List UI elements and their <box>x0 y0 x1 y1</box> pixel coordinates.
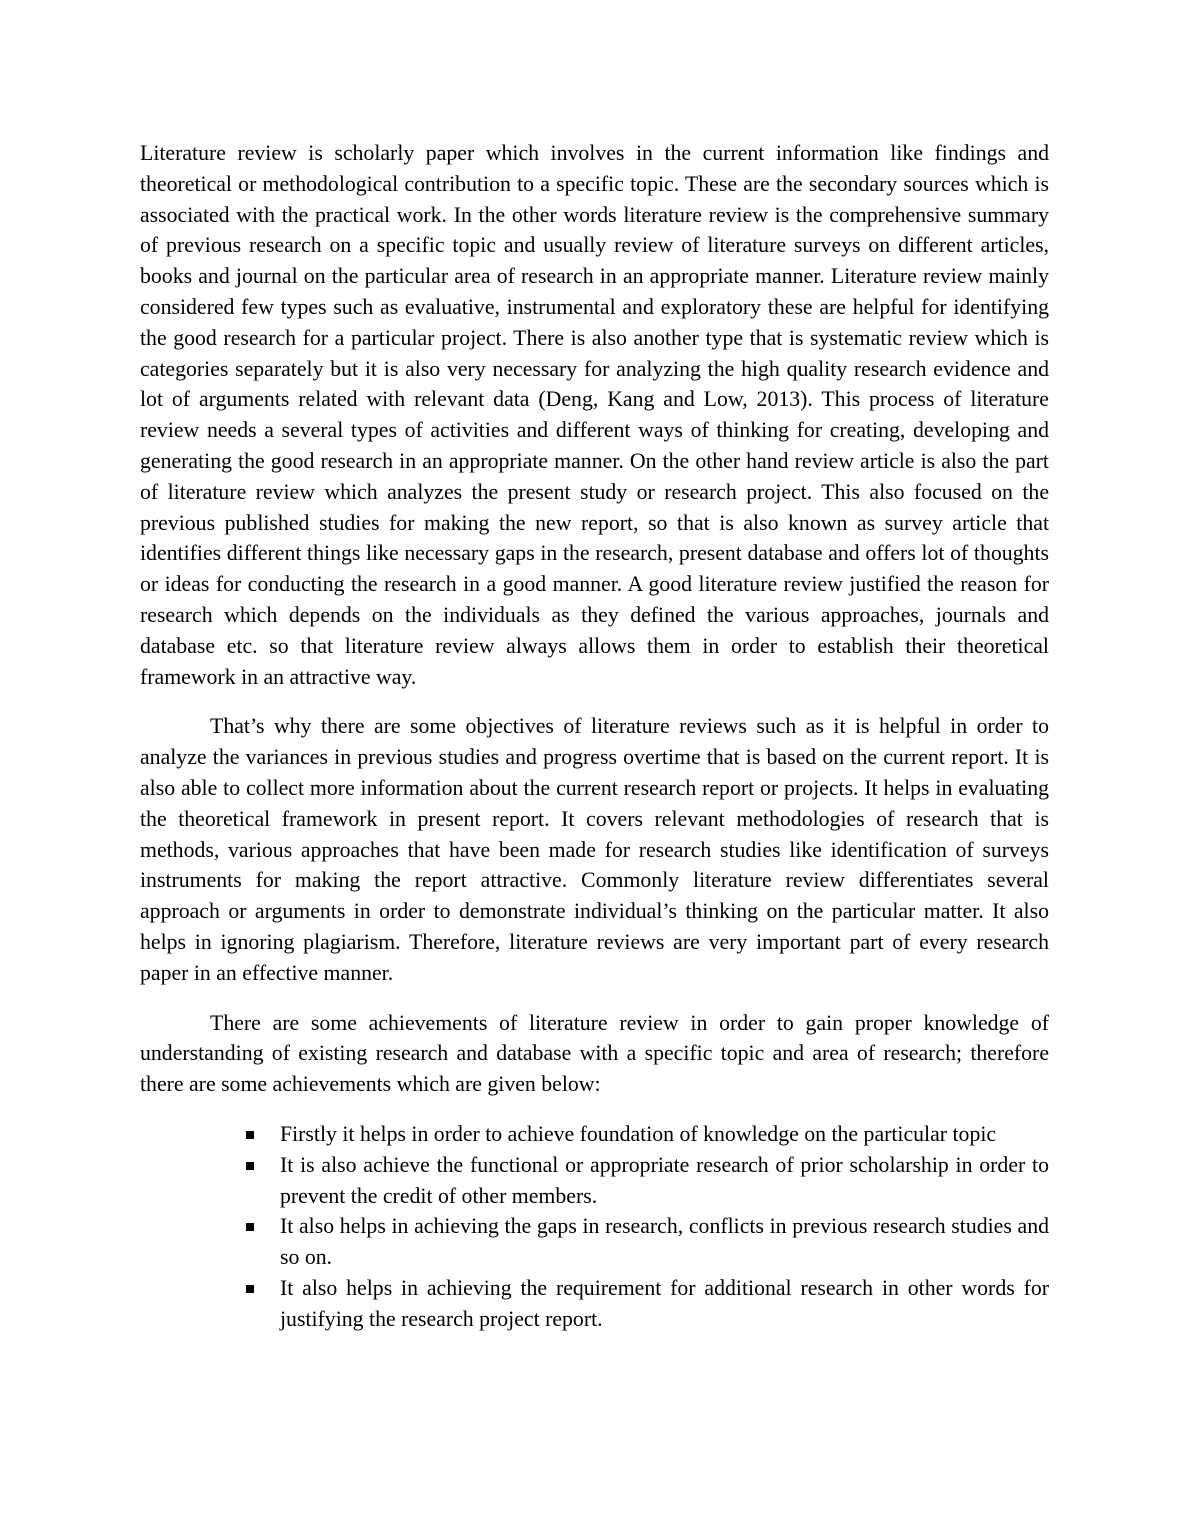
list-item-text: Firstly it helps in order to achieve foundation of knowledge on the particular topic <box>280 1121 997 1146</box>
square-bullet-icon <box>246 1285 254 1293</box>
paragraph-objectives: That’s why there are some objectives of literature reviews such as it is helpful in order to analyze the variances in previous studies and progress overtime that is based on the current report. It is also able to collect more information about the current research report or projects. It helps in evaluating the theoretical framework in present report. It covers relevant methodologies of research that is methods, various approaches that have been made for research studies like identification of surveys instruments for making the report attractive. Commonly literature review differentiates several approach or arguments in order to demonstrate individual’s thinking on the particular matter. It also helps in ignoring plagiarism. Therefore, literature reviews are very important part of every research paper in an effective manner. <box>140 714 1049 985</box>
document-page <box>140 138 1049 1334</box>
square-bullet-icon <box>246 1162 254 1170</box>
square-bullet-icon <box>246 1223 254 1231</box>
list-item <box>280 1273 1049 1335</box>
list-item-text: It also helps in achieving the requirement for additional research in other words for justifying the research project report. <box>280 1275 1049 1331</box>
list-item <box>280 1211 1049 1273</box>
list-item <box>280 1150 1049 1212</box>
square-bullet-icon <box>246 1131 254 1139</box>
achievements-list <box>140 1119 1049 1335</box>
list-item-text: It is also achieve the functional or appropriate research of prior scholarship in order to prevent the credit of other members. <box>280 1152 1049 1208</box>
paragraph-literature-review-definition: Literature review is scholarly paper which involves in the current information like findings and theoretical or methodological contribution to a specific topic. These are the secondary sources which is associated with the practical work. In the other words literature review is the comprehensive summary of previous research on a specific topic and usually review of literature surveys on different articles, books and journal on the particular area of research in an appropriate manner. Literature review mainly considered few types such as evaluative, instrumental and exploratory these are helpful for identifying the good research for a particular project. There is also another type that is systematic review which is categories separately but it is also very necessary for analyzing the high quality research evidence and lot of arguments related with relevant data (Deng, Kang and Low, 2013). This process of literature review needs a several types of activities and different ways of thinking for creating, developing and generating the good research in an appropriate manner. On the other hand review article is also the part of literature review which analyzes the present study or research project. This also focused on the previous published studies for making the new report, so that is also known as survey article that identifies different things like necessary gaps in the research, present database and offers lot of thoughts or ideas for conducting the research in a good manner. A good literature review justified the reason for research which depends on the individuals as they defined the various approaches, journals and database etc. so that literature review always allows them in order to establish their theoretical framework in an attractive way. <box>140 141 1049 689</box>
paragraph-achievements-intro: There are some achievements of literature review in order to gain proper knowledge of understanding of existing research and database with a specific topic and area of research; therefore there are some achievements which are given below: <box>140 1010 1049 1097</box>
list-item-text: It also helps in achieving the gaps in research, conflicts in previous research studies and so on. <box>280 1214 1049 1270</box>
list-item <box>280 1119 1049 1150</box>
